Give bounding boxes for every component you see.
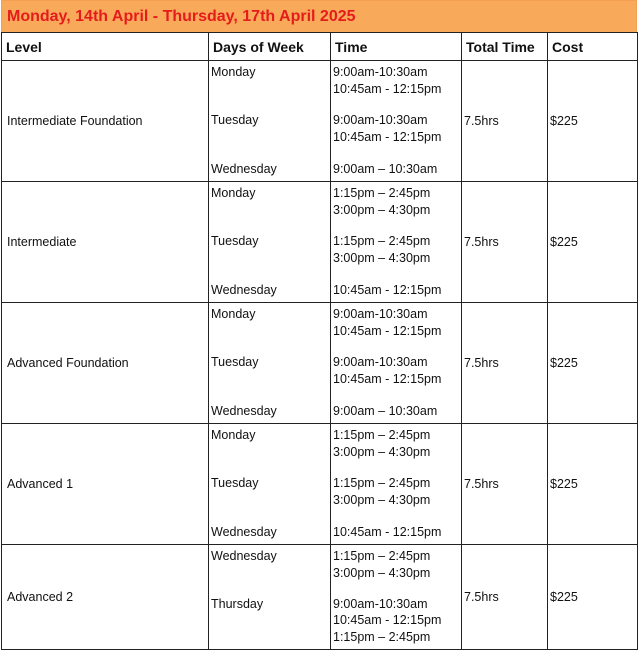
time-cell	[331, 303, 462, 424]
time-slot: 9:00am-10:30am	[333, 307, 428, 321]
time-slot: 10:45am - 12:15pm	[333, 524, 442, 539]
time-slot: 10:45am - 12:15pm	[333, 323, 442, 338]
time-slot: 3:00pm – 4:30pm	[333, 492, 431, 507]
time-slot: 3:00pm – 4:30pm	[333, 250, 431, 265]
day-label: Monday	[211, 186, 256, 200]
time-slot: 9:00am-10:30am	[333, 355, 428, 370]
time-slot: 1:15pm – 2:45pm	[333, 234, 431, 249]
days-cell	[209, 61, 331, 182]
cost-cell: $225	[548, 424, 638, 545]
cost-cell: $225	[548, 545, 638, 650]
table-row	[2, 424, 638, 545]
day-label: Monday	[211, 428, 256, 442]
schedule-title: Monday, 14th April - Thursday, 17th April 2025	[1, 0, 637, 32]
table-row	[2, 545, 638, 650]
days-cell	[209, 424, 331, 545]
days-cell	[209, 303, 331, 424]
time-slot: 10:45am - 12:15pm	[333, 81, 442, 96]
time-slot: 10:45am - 12:15pm	[333, 282, 442, 297]
day-label: Wednesday	[211, 524, 277, 539]
total-time-cell: 7.5hrs	[462, 182, 548, 303]
time-slot: 10:45am - 12:15pm	[333, 371, 442, 386]
days-cell	[209, 545, 331, 650]
cost-cell: $225	[548, 182, 638, 303]
cost-cell: $225	[548, 61, 638, 182]
time-slot: 10:45am - 12:15pm	[333, 129, 442, 144]
day-label: Tuesday	[211, 476, 259, 491]
table-body	[2, 61, 638, 650]
days-cell	[209, 182, 331, 303]
time-slot: 9:00am – 10:30am	[333, 403, 438, 418]
day-label: Wednesday	[211, 282, 277, 297]
time-slot: 1:15pm – 2:45pm	[333, 476, 431, 491]
time-slot: 9:00am – 10:30am	[333, 161, 438, 176]
total-time-cell: 7.5hrs	[462, 424, 548, 545]
time-slot: 9:00am-10:30am	[333, 65, 428, 79]
day-label: Thursday	[211, 596, 264, 611]
time-slot: 3:00pm – 4:30pm	[333, 444, 431, 459]
table-row	[2, 182, 638, 303]
time-slot: 1:15pm – 2:45pm	[333, 629, 431, 644]
time-cell	[331, 545, 462, 650]
level-cell: Intermediate Foundation	[2, 61, 209, 182]
day-label: Wednesday	[211, 161, 277, 176]
day-label: Tuesday	[211, 234, 259, 249]
level-cell: Advanced 2	[2, 545, 209, 650]
day-label: Wednesday	[211, 403, 277, 418]
day-label: Tuesday	[211, 355, 259, 370]
total-time-cell: 7.5hrs	[462, 61, 548, 182]
schedule-table	[1, 32, 638, 650]
table-header-row	[2, 33, 638, 61]
time-slot: 3:00pm – 4:30pm	[333, 565, 431, 580]
level-cell: Intermediate	[2, 182, 209, 303]
time-cell	[331, 182, 462, 303]
time-slot: 9:00am-10:30am	[333, 596, 428, 611]
header-cost: Cost	[548, 33, 638, 61]
day-label: Monday	[211, 65, 256, 79]
day-label: Wednesday	[211, 549, 277, 563]
schedule-document	[1, 0, 637, 650]
time-slot: 1:15pm – 2:45pm	[333, 549, 431, 563]
level-cell: Advanced 1	[2, 424, 209, 545]
header-time: Time	[331, 33, 462, 61]
cost-cell: $225	[548, 303, 638, 424]
header-total-time: Total Time	[462, 33, 548, 61]
time-slot: 9:00am-10:30am	[333, 113, 428, 128]
day-label: Tuesday	[211, 113, 259, 128]
level-cell: Advanced Foundation	[2, 303, 209, 424]
time-slot: 1:15pm – 2:45pm	[333, 186, 431, 200]
table-row	[2, 61, 638, 182]
total-time-cell: 7.5hrs	[462, 545, 548, 650]
time-slot: 1:15pm – 2:45pm	[333, 428, 431, 442]
table-row	[2, 303, 638, 424]
time-slot: 10:45am - 12:15pm	[333, 613, 442, 627]
header-level: Level	[2, 33, 209, 61]
header-days: Days of Week	[209, 33, 331, 61]
time-cell	[331, 424, 462, 545]
time-cell	[331, 61, 462, 182]
total-time-cell: 7.5hrs	[462, 303, 548, 424]
time-slot: 3:00pm – 4:30pm	[333, 202, 431, 217]
day-label: Monday	[211, 307, 256, 321]
